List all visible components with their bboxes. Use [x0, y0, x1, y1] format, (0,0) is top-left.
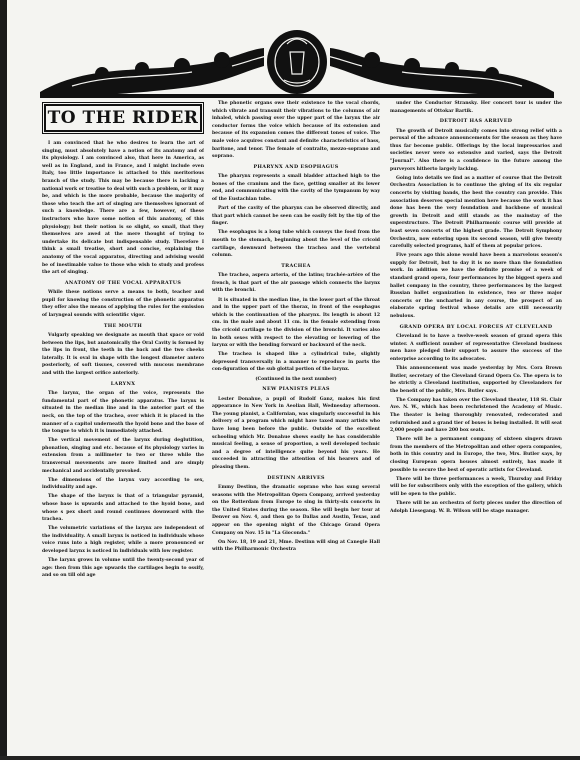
section-heading: ANATOMY OF THE VOCAL APPARATUS: [64, 279, 182, 286]
column-1: [42, 100, 204, 752]
section-heading: DETROIT HAS ARRIVED: [439, 118, 513, 125]
paragraph: The trachea, aspera arteria, of the latins; trachée-artère of the french, is that part of the air passage which connects the larynx with the bronchi.: [212, 273, 380, 294]
paragraph: Part of the cavity of the pharynx can be observed directly, and that part which cannot be seen can be easily felt by the tip of the finger.: [212, 206, 380, 227]
title-box: [44, 104, 202, 132]
paragraph: There will be three performances a week, Thursday and Friday will be for subscribers only with the exception of the gallery, which will be open to the public.: [390, 476, 562, 497]
scan-edge-left: [0, 0, 7, 760]
article-title: TO THE RIDER: [47, 108, 199, 128]
paragraph: Cleveland is to have a twelve-week season of grand opera this winter. A sufficient number of representative Cleveland business men have pledged their support to assure the success of the enterprise according to its advocates.: [390, 334, 562, 362]
column-3: [390, 100, 562, 752]
paragraph: The growth of Detroit musically comes into strong relief with a perusal of the advance announcements for the season as they have thus far become public. Offerings by the local impressarios and societies never were so extensive and varied, says the Detroit "Journal". Also there is a confidence in the future among the purveyors hitherto largely lacking.: [390, 128, 562, 172]
paragraph: The esophagus is a long tube which conveys the food from the mouth to the stomach, beginning about the level of the cricoid cartilage, downward between the trachea and the vertebral column.: [212, 230, 380, 259]
paragraph: There will be an orchestra of forty pieces under the direction of Adolph Liesegang. W. B. Wilson will be stage manager.: [390, 501, 562, 514]
paragraph: Going into details we find as a matter of course that the Detroit Orchestra Association is to continue the giving of its six regular concerts by visiting bands, the best the country can provide. This association deserves special mention here because the work it has done has been the very foundation and backbone of musical growth in Detroit and still stands as the mainstay of the superstructure. The Detroit Philharmonic course will provide at least seven concerts of the highest grade. The Detroit Symphony Orchestra, now entering upon its second season, will give twenty carefully selected programs, half of them at popular prices.: [390, 175, 562, 250]
paragraph: The volumetric variations of the larynx are independent of the individuality. A small larynx is noticed in individuals whose voice runs into a high register, while a more pronounced or developed larynx is noticed in individuals with low register.: [42, 526, 204, 554]
ornamental-masthead: [32, 22, 562, 102]
paragraph: Five years ago this alone would have been a marvelous season's supply for Detroit, but to day it is no more than the foundation work. In addition we have the definite promise of a week of standard grand opera, four performances by the biggest opera and ballet company in the country, three performances by the largest Russian ballet organization in existence, two or three major concerts or the uncharted in any course, the prospect of an elaborate spring festival whose details are still necessarily nebulous.: [390, 253, 562, 319]
paragraph: The larynx grows in volume until the twenty-second year of age: then from this age upwards the cartilages begin to ossify, and so on till old age: [42, 558, 204, 579]
paragraph: The larynx, the organ of the voice, represents the fundamental part of the phonetic apparatus. The larynx is situated in the median line and in the anterior part of the neck, on the top of the trachea, over which it is placed in the manner of a capitol underneath the hyoid bone and the base of the tongue to which it is immediately attached.: [42, 391, 204, 435]
paragraph: under the Conductor Stransky. Her concert tour is under the managements of Ottokar Bartik.: [390, 101, 562, 114]
scan-edge-bottom: [0, 756, 580, 760]
paragraph: The vertical movement of the larynx during deglutition, phonation, singing and etc. because of its physiology varies in extension from a millimeter to two or three while the transversal movements are more limited and are simply mechanical and accidentally provoked.: [42, 438, 204, 474]
section-heading: DESTINN ARRIVES: [267, 474, 325, 481]
paragraph: The trachea is shaped like a cylindrical tube, slightly depressed transversally in a manner to reproduce in parts the con-figuration of the sub glottal portion of the larynx.: [212, 352, 380, 373]
section-heading: NEW PIANISTS PLEAS: [262, 386, 330, 393]
paragraph: The pharynx represents a small bladder attached high to the bones of the cranium and the face, getting smaller at its lower end, and communicating with the cavity of the tympanum by way of the Eustachian tube.: [212, 174, 380, 203]
continued-note: (Continued in the next number): [255, 376, 337, 382]
section-heading: THE MOUTH: [103, 322, 143, 329]
paragraph: The dimensions of the larynx vary according to sex, individuality and age.: [42, 477, 204, 491]
paragraph: On Nov. 18, 19 and 21, Mme. Destinn will sing at Canegie Hall with the Philharmonic Orchestra: [212, 539, 380, 553]
paragraph: It is situated in the median line, in the lower part of the throat and in the upper part of the thorax, in front of the esophagus which is the continuation of the pharynx. Its length is about 12 cm. in the male and about 11 cm. in the female extending from the cricoid cartilage to the division of the bronchi. It varies also in both sexes with respect to the elevating or lowering of the larynx or with the bending forward or backward of the neck.: [212, 297, 380, 349]
paragraph: I am convinced that he who desires to learn the art of singing, must absolutely have a notion of its anatomy and of its physiology. I am convinced also, that here in America, as well as in England, and in France, and I might include even Italy, too little importance is attached to this meritorious branch of the study. This may be because there is lacking a national work or treatise to deal with such a problem, or it may be, and which is the more probable, because the majority of those who teach the art of singing are themselves ignorant of such a knowledge. There are a few, however, of these instructors who have some notion of this anatomy, of this physiology; but their notion is so slight, so small, that they themselves are awed at the mere thought of trying to undertake its delicate but indispensable study. Therefore I think a small treatise, short and concise, explaining the anatomy of the vocal apparatus, directing and advising would be of inestimable value to those who wish to study and profess the art of singing.: [42, 141, 204, 276]
paragraph: While these notions serve a means to both, teacher and pupil for knowing the construction of the phonetic apparatus they offer also the means of applying the rules for the emission of laryngeal sounds with scientific vigor.: [42, 290, 204, 318]
paragraph: The Company has taken over the Cleveland theater, 118 St. Clair Ave. N. W., which has been rechristened the Academy of Music. The theater is being thoroughly renovated, redecorated and refurnished and a grand tier of boxes is being installed. It will seat 2,000 people and have 200 box seats.: [390, 397, 562, 434]
section-heading: PHARYNX AND ESOPHAGUS: [253, 163, 339, 170]
paragraph: The shape of the larynx is that of a triangular pyramid, whose base is upwards and attached to the hyoid bone, and whose s pex short and round continues downward with the trachea.: [42, 494, 204, 523]
paragraph: Emmy Destinn, the dramatic soprano who has sung several seasons with the Metropolitan Opera Company, arrived yesterday on the Rotterdam from Europe to sing in thirty-six concerts in the United States during the season. She will begin her tour at Denver on Nov. 4, and then go to Dallas and Austin, Texas, and appear on the opening night of the Chicago Grand Opera Company on Nov. 15 in "La Gioconda.": [212, 485, 380, 536]
column-2: [212, 100, 380, 752]
paragraph: Vulgarly speaking we designate as mouth that space or void between the lips, but anatomically the Oral Cavity is formed by the lips in front, the teeth in the back and the two cheeks laterally. It is oval in shape with the longest diameter antero posteriorly, of soft tissues, covered with mucous membrane and with the largest orifice anteriorly.: [42, 333, 204, 377]
section-heading: LARYNX: [110, 380, 136, 387]
paragraph: This announcement was made yesterday by Mrs. Cora Brown Butler, secretary of the Cleveland Grand Opera Co. The opera is to be strictly a Cleveland institution, supported by Clevelanders for the benefit of the public, Mrs. Butler says.: [390, 365, 562, 394]
section-heading: GRAND OPERA BY LOCAL FORCES AT CLEVELAND: [399, 323, 553, 330]
paragraph: The phonetic organs owe their existence to the vocal chords, which vibrate and transmit their vibrations to the columns of air inhaled, which passing over the upper part of the larynx the air conductor forms the voice which because of its extension and because of its expansion comes the different tones of voice. The male voice acquires constant and definite characteristics of bass, baritone, and tenor. The female of contralto, mezzo-soprano and soprano.: [212, 101, 380, 160]
paragraph: Lester Donahue, a pupil of Rudolf Ganz, makes his first appearance in New York in Aeolian Hall, Wednesday afternoon. The young pianist, a Californian, was singularly successful in his delivery of a program which might have taxed many artists who have long been before the public. Outside of the excellent schooling which Mr. Donahue shows easily he has considerable musical feeling, a sense of proportion, a well developed technic and a degree of intelligence quite beyond his years. He succeeded in attracting the attention of his hearers and of pleasing them.: [212, 396, 380, 470]
section-heading: TRACHEA: [281, 262, 311, 269]
paragraph: There will be a permanent company of sixteen singers drawn from the members of the Metropolitan and other opera companies, both in this country and in Europe, the two, Mrs. Butler says, by closing European opera houses almost entirely, has made it possible to secure the best of operatic artists for Cleveland.: [390, 437, 562, 473]
